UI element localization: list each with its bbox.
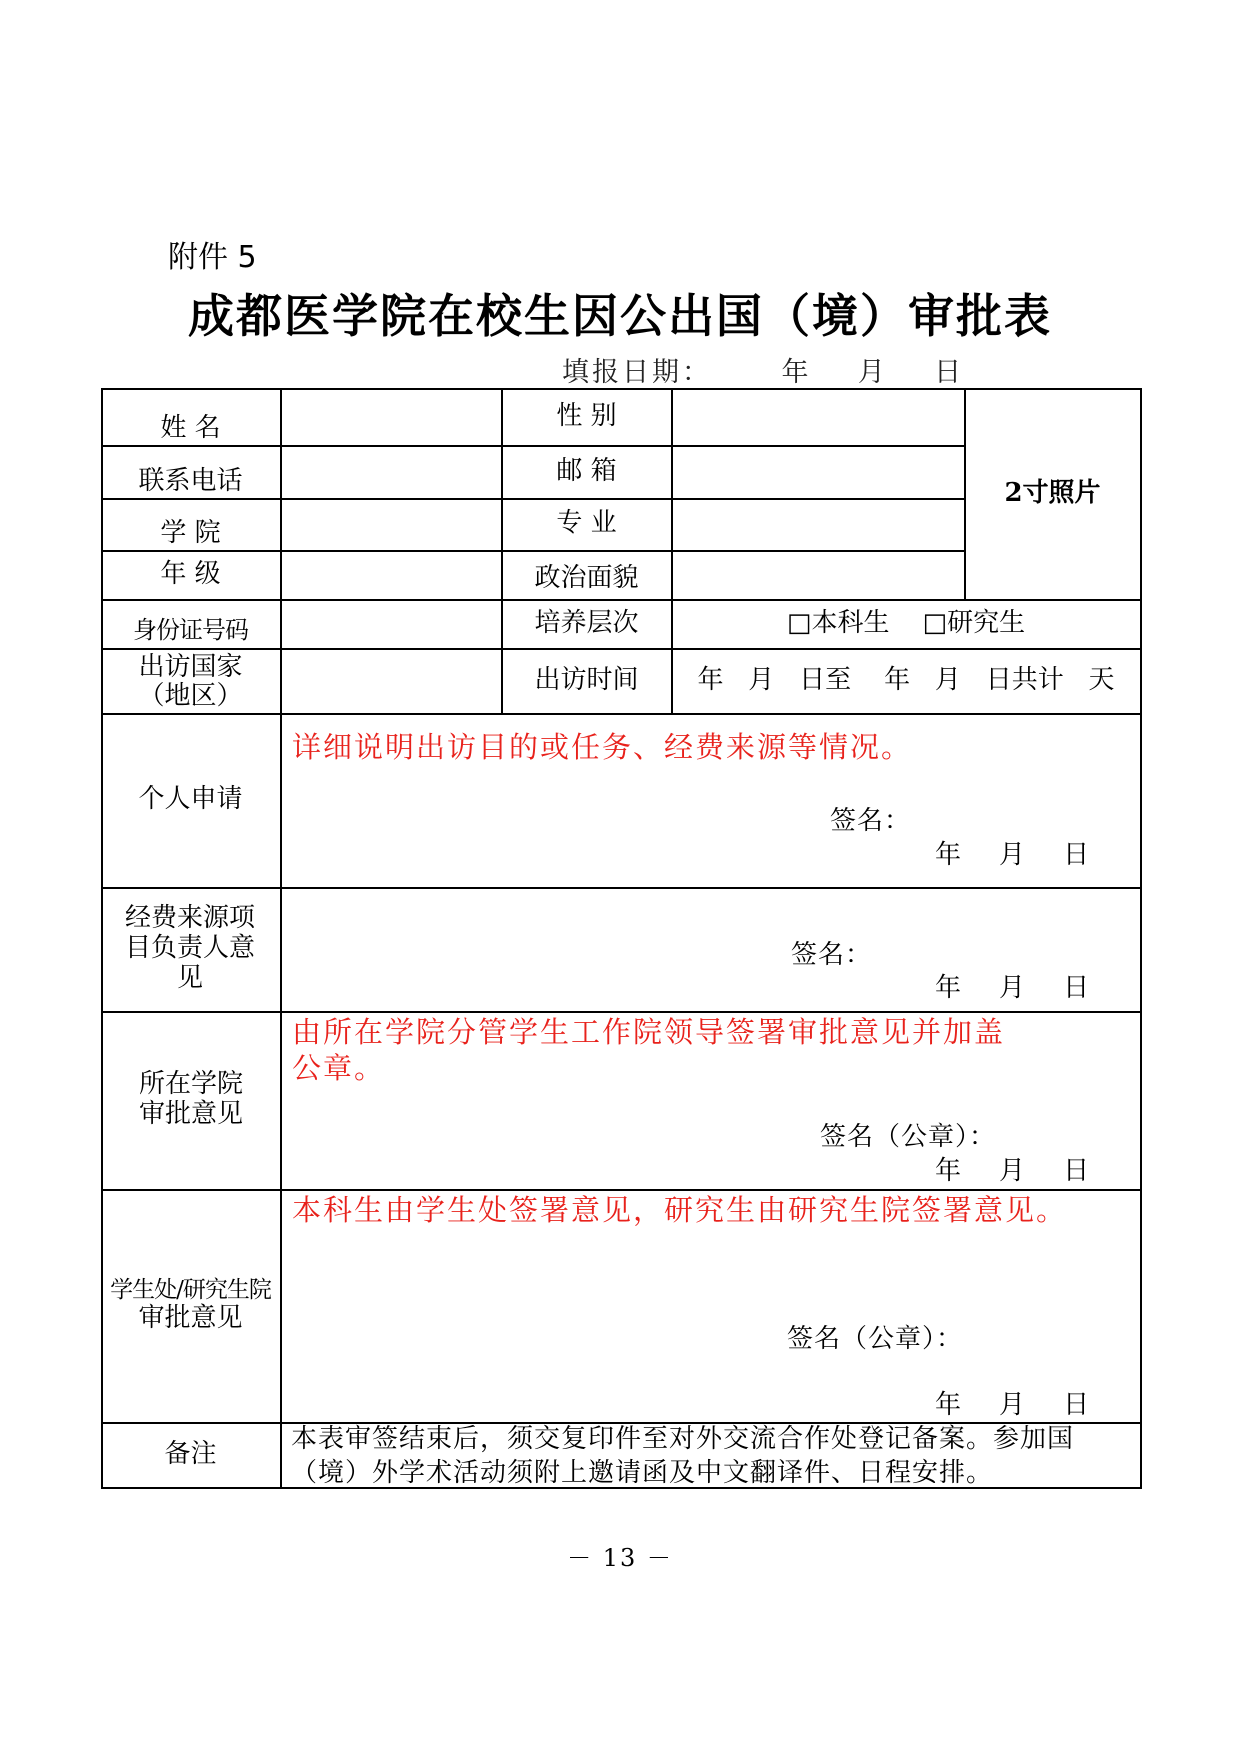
visit-time-value[interactable]: 年 月 日至 年 月 日共计 天 [697,664,1115,695]
funding-field[interactable] [281,888,1140,1011]
office-label [101,1189,280,1422]
funding-date: 年 月 日 [935,973,1091,1003]
photo-box[interactable]: 2寸照片 [1004,477,1101,508]
college-field[interactable] [281,498,501,550]
remark-label: 备注 [164,1438,217,1469]
office-label-line1: 学生处/研究生院 [110,1277,271,1304]
id-field[interactable] [281,599,501,648]
funding-label: 经费来源项目负责人意见 [124,903,255,993]
office-date: 年 月 日 [935,1390,1091,1420]
office-field[interactable] [281,1190,1140,1422]
remark-text: 本表审签结束后，须交复印件至对外交流合作处登记备案。参加国（境）外学术活动须附上邀请函及中文翻译件、日程安排。 [291,1424,1075,1488]
gender-field[interactable] [672,388,964,445]
personal-sign: 签名： [830,806,912,836]
email-field[interactable] [672,445,964,498]
major-label: 专 业 [556,508,617,539]
personal-field[interactable] [281,714,1140,887]
college-date: 年 月 日 [935,1156,1091,1186]
office-label-line2: 审批意见 [138,1302,243,1333]
country-label-line2: （地区） [138,680,243,711]
phone-label: 联系电话 [138,465,243,496]
grade-field[interactable] [281,550,501,599]
level-options[interactable]: □本科生 □研究生 [786,607,1026,638]
page-title: 成都医学院在校生因公出国（境）审批表 [188,289,1052,343]
level-label: 培养层次 [534,607,639,638]
major-field[interactable] [672,498,964,550]
college-approval-label: 所在学院审批意见 [138,1069,243,1129]
personal-hint: 详细说明出访目的或任务、经费来源等情况。 [292,730,913,764]
political-field[interactable] [672,550,964,599]
office-hint: 本科生由学生处签署意见，研究生由研究生院签署意见。 [292,1193,1068,1227]
political-label: 政治面貌 [534,562,639,593]
phone-field[interactable] [281,445,501,498]
country-field[interactable] [281,648,501,713]
country-label [101,650,280,713]
office-sign: 签名（公章）： [787,1324,964,1354]
name-label: 姓 名 [160,412,221,443]
funding-sign: 签名： [791,940,873,970]
visit-time-label: 出访时间 [534,664,639,695]
college-approval-field[interactable] [281,1012,1140,1189]
personal-date: 年 月 日 [935,840,1091,870]
border-right [1140,388,1142,1489]
id-label: 身份证号码 [133,616,248,645]
gender-label: 性 别 [556,400,617,431]
name-field[interactable] [281,388,501,445]
attachment-label: 附件 5 [168,240,257,275]
email-label: 邮 箱 [556,455,617,486]
college-label: 学 院 [160,518,221,549]
grade-label: 年 级 [160,558,221,589]
page-number: － 13 － [567,1544,673,1572]
country-label-line1: 出访国家 [138,651,243,682]
fill-date: 填报日期： 年 月 日 [562,357,965,388]
approval-form [101,388,1142,1489]
personal-label: 个人申请 [138,784,243,815]
college-hint: 由所在学院分管学生工作院领导签署审批意见并加盖公章。 [292,1015,1006,1086]
college-sign: 签名（公章）： [820,1122,997,1152]
